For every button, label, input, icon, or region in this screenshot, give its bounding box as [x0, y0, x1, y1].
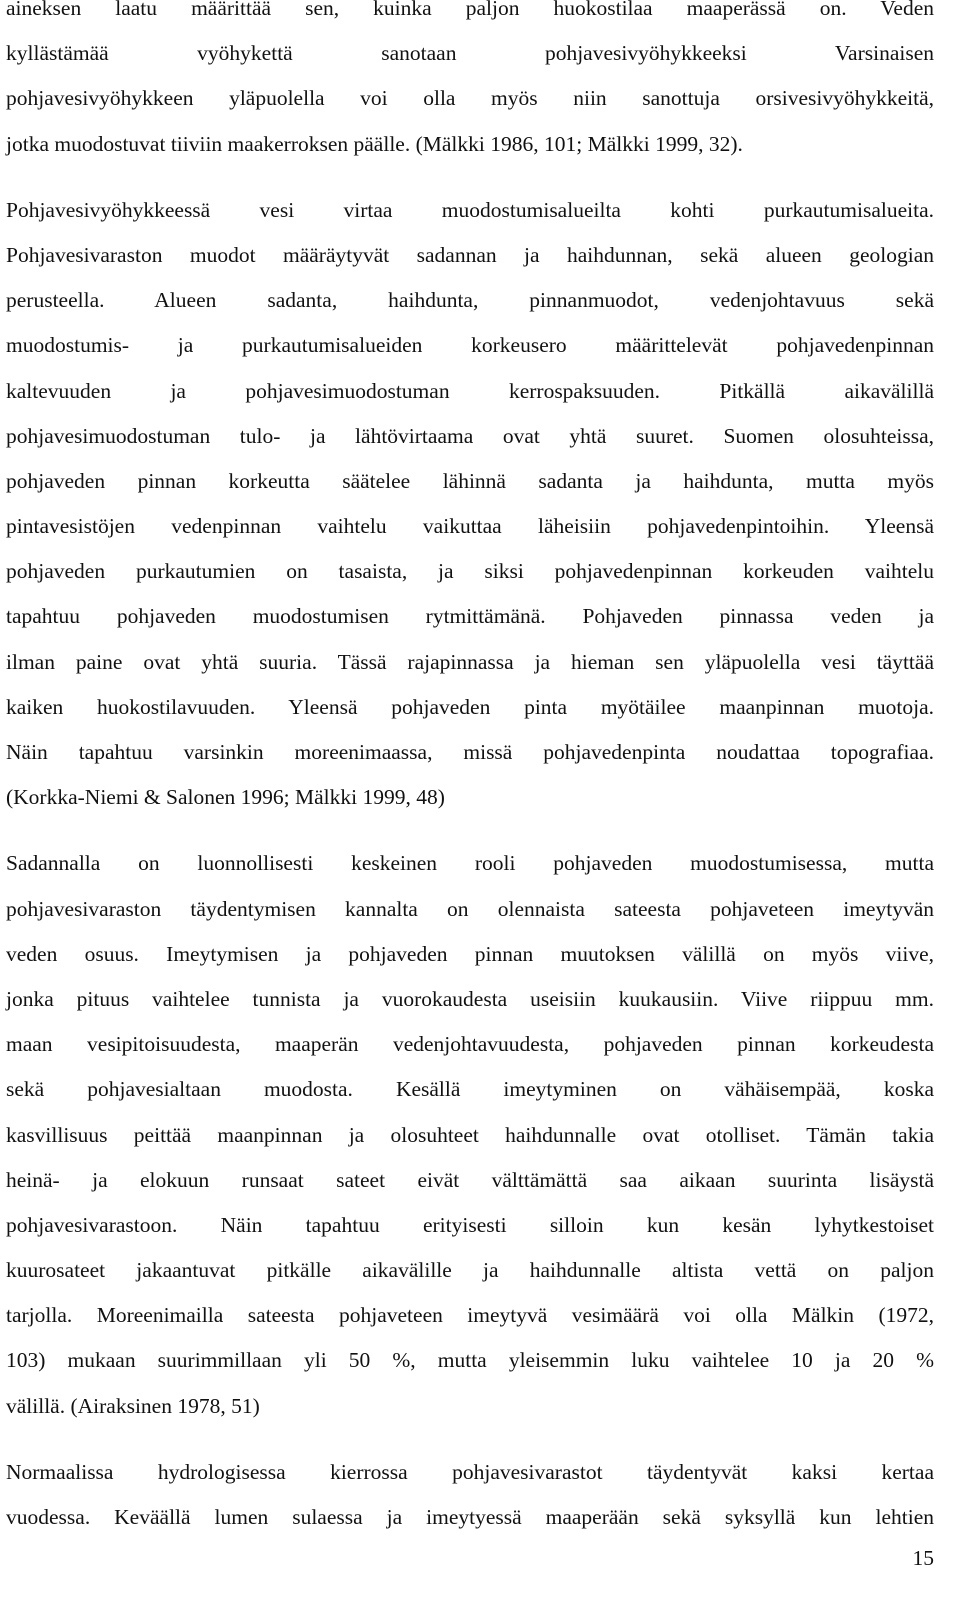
text-line: muodostumis- ja purkautumisalueiden korkeusero määrittelevät pohjavedenpinnan [6, 333, 934, 358]
text-line: kasvillisuus peittää maanpinnan ja olosuhteet haihdunnalle ovat otolliset. Tämän takia [6, 1122, 934, 1147]
paragraph-gap [6, 167, 934, 188]
text-line: vuodessa. Keväällä lumen sulaessa ja imeytyessä maaperään sekä syksyllä kun lehtien [6, 1505, 934, 1529]
text-line: Normaalissa hydrologisessa kierrossa pohjavesivarastot täydentyvät kaksi kertaa [6, 1459, 934, 1484]
text-line: pohjavesivarastoon. Näin tapahtuu erityisesti silloin kun kesän lyhytkestoiset [6, 1212, 934, 1237]
text-line: välillä. (Airaksinen 1978, 51) [6, 1393, 260, 1418]
text-line: tapahtuu pohjaveden muodostumisen rytmittämänä. Pohjaveden pinnassa veden ja [6, 604, 934, 629]
paragraph-gap [6, 1429, 934, 1450]
text-line: kaltevuuden ja pohjavesimuodostuman kerrospaksuuden. Pitkällä aikavälillä [6, 378, 934, 403]
text-line: Pohjavesivaraston muodot määräytyvät sadannan ja haihdunnan, sekä alueen geologian [6, 242, 934, 267]
text-line: heinä- ja elokuun runsaat sateet eivät välttämättä saa aikaan suurinta lisäystä [6, 1167, 934, 1192]
document-page [6, 0, 934, 1540]
text-line: (Korkka-Niemi & Salonen 1996; Mälkki 1999, 48) [6, 785, 445, 810]
text-line: 103) mukaan suurimmillaan yli 50 %, mutta yleisemmin luku vaihtelee 10 ja 20 % [6, 1348, 934, 1373]
page-number: 15 [912, 1546, 934, 1570]
text-line: Sadannalla on luonnollisesti keskeinen rooli pohjaveden muodostumisessa, mutta [6, 851, 934, 876]
paragraph-3 [6, 841, 934, 1428]
text-line: veden osuus. Imeytymisen ja pohjaveden pinnan muutoksen välillä on myös viive, [6, 941, 934, 966]
text-line: pohjaveden purkautumien on tasaista, ja siksi pohjavedenpinnan korkeuden vaihtelu [6, 559, 934, 584]
text-line: ilman paine ovat yhtä suuria. Tässä rajapinnassa ja hieman sen yläpuolella vesi täyttää [6, 649, 934, 674]
paragraph-1 [6, 0, 934, 167]
paragraph-2 [6, 188, 934, 821]
text-line: kaiken huokostilavuuden. Yleensä pohjaveden pinta myötäilee maanpinnan muotoja. [6, 694, 934, 719]
text-line: aineksen laatu määrittää sen, kuinka paljon huokostilaa maaperässä on. Veden [6, 0, 934, 20]
text-line: pintavesistöjen vedenpinnan vaihtelu vaikuttaa läheisiin pohjavedenpintoihin. Yleensä [6, 514, 934, 539]
paragraph-gap [6, 820, 934, 841]
text-line: perusteella. Alueen sadanta, haihdunta, pinnanmuodot, vedenjohtavuus sekä [6, 288, 934, 313]
text-line: Pohjavesivyöhykkeessä vesi virtaa muodostumisalueilta kohti purkautumisalueita. [6, 197, 934, 222]
text-line: pohjavesimuodostuman tulo- ja lähtövirtaama ovat yhtä suuret. Suomen olosuhteissa, [6, 423, 934, 448]
text-line: maan vesipitoisuudesta, maaperän vedenjohtavuudesta, pohjaveden pinnan korkeudesta [6, 1032, 934, 1057]
text-line: Näin tapahtuu varsinkin moreenimaassa, missä pohjavedenpinta noudattaa topografiaa. [6, 740, 934, 764]
text-line: pohjavesivyöhykkeen yläpuolella voi olla myös niin sanottuja orsivesivyöhykkeitä, [6, 86, 934, 111]
text-line: pohjavesivaraston täydentymisen kannalta on olennaista sateesta pohjaveteen imeytyvän [6, 896, 934, 921]
text-line: kyllästämää vyöhykettä sanotaan pohjavesivyöhykkeeksi Varsinaisen [6, 41, 934, 66]
paragraph-4 [6, 1450, 934, 1540]
text-line: jonka pituus vaihtelee tunnista ja vuorokaudesta useisiin kuukausiin. Viive riippuu mm. [6, 986, 934, 1011]
text-line: sekä pohjavesialtaan muodosta. Kesällä imeytyminen on vähäisempää, koska [6, 1077, 934, 1102]
text-line: kuurosateet jakaantuvat pitkälle aikavälille ja haihdunnalle altista vettä on paljon [6, 1258, 934, 1283]
text-line: pohjaveden pinnan korkeutta säätelee lähinnä sadanta ja haihdunta, mutta myös [6, 468, 934, 493]
text-line: jotka muodostuvat tiiviin maakerroksen päälle. (Mälkki 1986, 101; Mälkki 1999, 32). [6, 131, 743, 156]
text-line: tarjolla. Moreenimailla sateesta pohjaveteen imeytyvä vesimäärä voi olla Mälkin (1972, [6, 1303, 934, 1328]
